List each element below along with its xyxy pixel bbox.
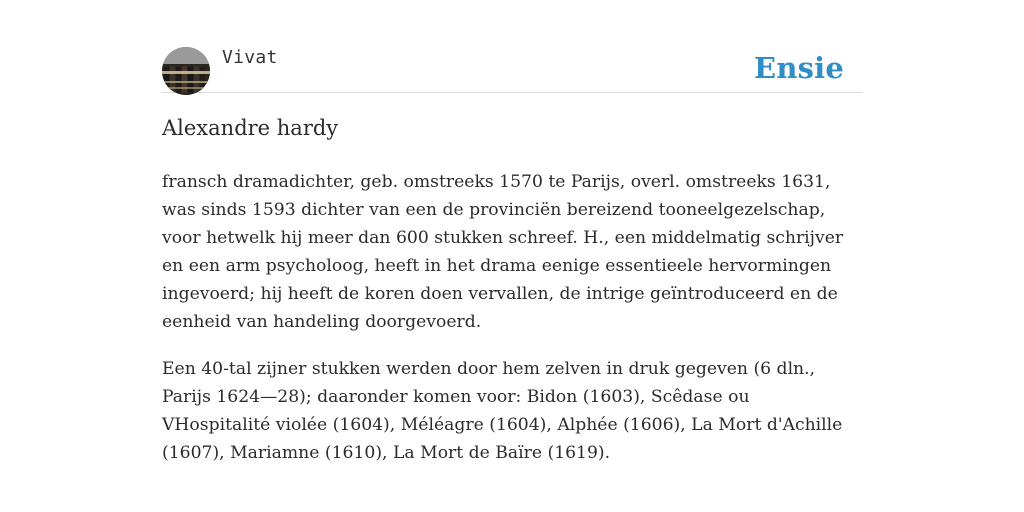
- book-spines-avatar-icon[interactable]: [162, 47, 210, 95]
- source-name[interactable]: Vivat: [222, 47, 278, 68]
- book-spines-icon: [162, 47, 210, 95]
- article-paragraph: fransch dramadichter, geb. omstreeks 1570 te Parijs, overl. omstreeks 1631, was sinds 1593 dichter van een de provinciën bereizend tooneelgezelschap, voor hetwelk hij meer dan 600 stukken schreef. H., een middelmatig schrijver en een arm psycholoog, heeft in het drama eenige essentieele hervormingen ingevoerd; hij heeft de koren doen vervallen, de intrige geïntroduceerd en de eenheid van handeling doorgevoerd.: [162, 172, 844, 332]
- article-paragraph: Een 40-tal zijner stukken werden door hem zelven in druk gegeven (6 dln., Parijs 1624—28); daaronder komen voor: Bidon (1603), Scêdase ou VHospitalité violée (1604), Méléagre (1604), Alphée (1606), La Mort d'Achille (1607), Mariamne (1610), La Mort de Baïre (1619).: [162, 359, 843, 463]
- brand-logo[interactable]: Ensie: [754, 51, 844, 85]
- header: [162, 46, 862, 93]
- article-title: Alexandre hardy: [162, 116, 339, 140]
- article-body: [162, 168, 862, 486]
